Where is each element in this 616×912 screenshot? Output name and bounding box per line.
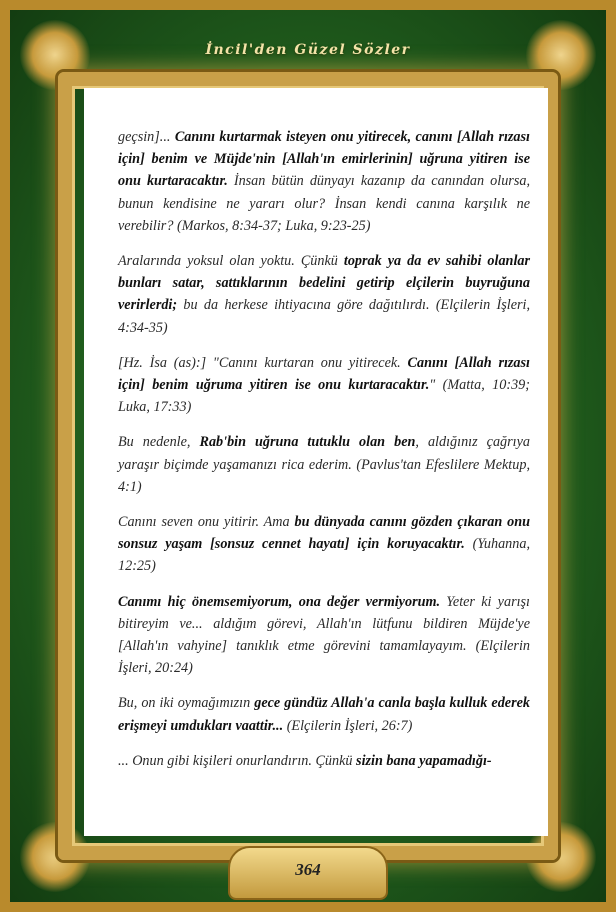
emphasis-text: Canımı hiç önemsemiyorum, ona değer vermiyorum. [118, 593, 441, 610]
verse-paragraph [118, 511, 530, 578]
emphasis-text: toprak ya da ev sahibi olanlar bunları satar, sattıklarının bedelini getirip elçilerin buyruğuna verirlerdi; [118, 253, 530, 314]
emphasis-text: gece gündüz Allah'a canla başla kulluk ederek erişmeyi umdukları vaattir... [118, 695, 531, 734]
body-text: İnsan bütün dünyayı kazanıp da canından olursa, bunun kendisine ne yararı olur? İnsan kendi canına karşılık ne verebilir? (Markos, 8:34-37; Luka, 9:23-25) [118, 173, 530, 234]
body-text: Yeter ki yarışı bitireyim ve... aldığım görevi, Allah'ın lütfunu bildiren Müjde'ye [Allah'ın vahyine] tanıklık etme görevini tamamlayayım. (Elçilerin İşleri, 20:24) [118, 593, 530, 677]
body-text: " (Matta, 10:39; Luka, 17:33) [118, 377, 530, 416]
body-text: Bu, on iki oymağımızın [118, 695, 255, 712]
verse-paragraph [118, 692, 530, 736]
body-text: Canını seven onu yitirir. Ama [118, 514, 295, 531]
body-text: [Hz. İsa (as):] "Canını kurtaran onu yitirecek. [118, 354, 408, 371]
verse-paragraph [118, 591, 530, 680]
body-text: Aralarında yoksul olan yoktu. Çünkü [118, 253, 344, 270]
page-number: 364 [295, 860, 321, 879]
page-content [118, 126, 530, 785]
verse-paragraph [118, 250, 530, 339]
body-text: bu da herkese ihtiyacına göre dağıtılırdı. (Elçilerin İşleri, 4:34-35) [118, 297, 530, 336]
body-text: Bu nedenle, [118, 434, 200, 451]
verse-paragraph [118, 431, 530, 498]
body-text: ... Onun gibi kişileri onurlandırın. Çünkü [118, 752, 357, 769]
body-text: (Elçilerin İşleri, 26:7) [283, 717, 413, 734]
emphasis-text: Rab'bin uğruna tutuklu olan ben [199, 434, 416, 451]
emphasis-text: Canını kurtarmak isteyen onu yitirecek, canını [Allah rızası için] benim ve Müjde'nin [Allah'ın emirlerinin] uğruna yitiren ise onu kurtaracaktır. [118, 129, 530, 190]
book-title: İncil'den Güzel Sözler [205, 42, 411, 58]
verse-paragraph [118, 750, 530, 772]
emphasis-text: bu dünyada canını gözden çıkaran onu sonsuz yaşam [sonsuz cennet hayatı] için koruyacaktır. [118, 514, 530, 553]
body-text: , aldığınız çağrıya yaraşır biçimde yaşamanızı rica ederim. (Pavlus'tan Efeslilere Mektup, 4:1) [118, 434, 530, 495]
verse-paragraph [118, 126, 530, 237]
body-text: (Yuhanna, 12:25) [118, 536, 531, 575]
body-text: geçsin]... [118, 129, 175, 145]
emphasis-text: sizin bana yapamadığı- [356, 752, 492, 769]
emphasis-text: Canını [Allah rızası için] benim uğruma yitiren ise onu kurtaracaktır. [118, 354, 530, 394]
verse-paragraph [118, 352, 530, 419]
